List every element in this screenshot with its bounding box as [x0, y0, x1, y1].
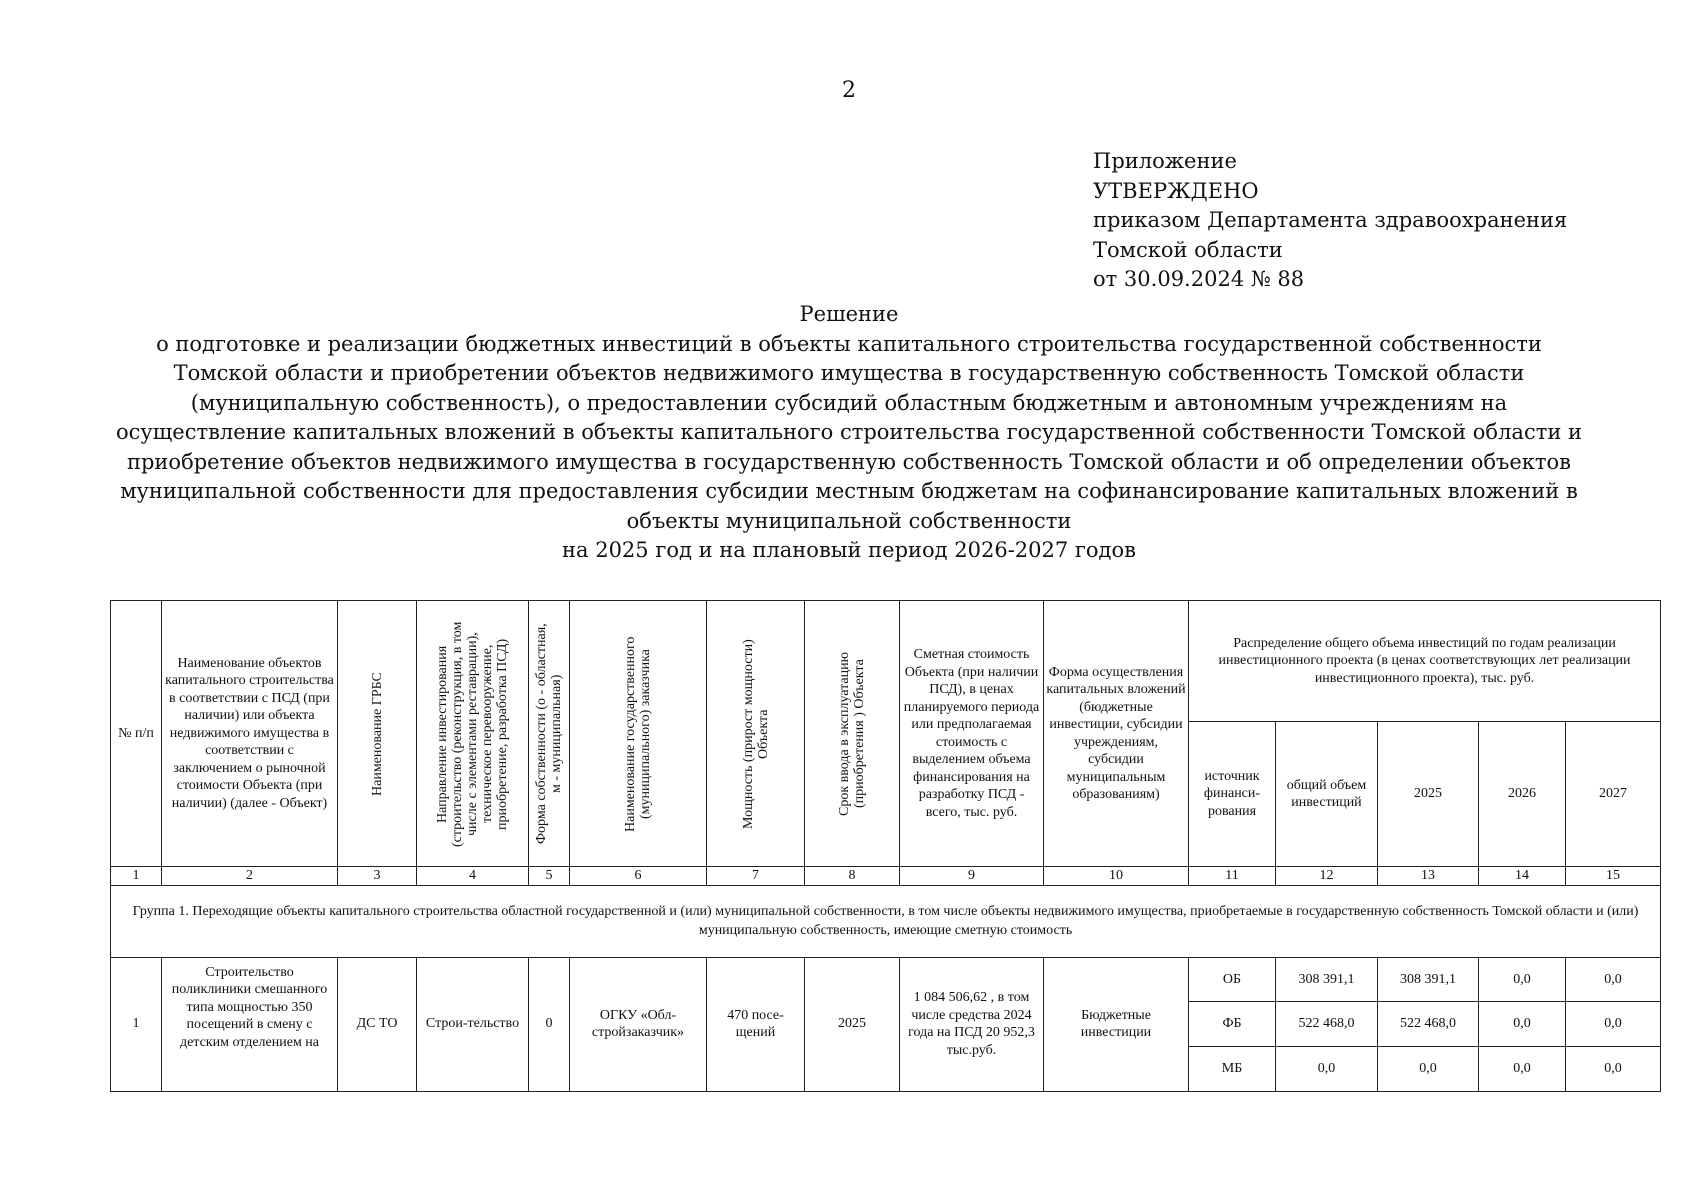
investment-table — [110, 600, 1661, 1092]
header-direction: Направление инвестирования (строительство (реконструкция, в том числе с элементами реставрации), техническое перевооружение, приобретение, разработка ПСД) — [417, 601, 529, 867]
heading-line: о подготовке и реализации бюджетных инвестиций в объекты капитального строительства государственной собственности — [156, 331, 1542, 356]
column-number: 5 — [529, 867, 570, 886]
source-cell: МБ — [1189, 1046, 1276, 1091]
column-number: 14 — [1479, 867, 1566, 886]
header-object-name: Наименование объектов капитального строительства в соответствии с ПСД (при наличии) или объекта недвижимого имущества в соответствии с заключением о рыночной стоимости Объекта (при наличии) (далее - Объект) — [162, 601, 338, 867]
column-number: 9 — [900, 867, 1044, 886]
direction-cell: Строи-тельство — [417, 957, 529, 1091]
column-numbers-row — [111, 867, 1661, 886]
approval-line: УТВЕРЖДЕНО — [1093, 178, 1259, 203]
header-distribution: Распределение общего объема инвестиций по годам реализации инвестиционного проекта (в ценах соответствующих лет реализации инвестиционного проекта), тыс. руб. — [1189, 601, 1661, 722]
year-2026-cell: 0,0 — [1479, 1046, 1566, 1091]
year-2027-cell: 0,0 — [1566, 957, 1661, 1002]
year-2026-cell: 0,0 — [1479, 1002, 1566, 1047]
header-grbs: Наименование ГРБС — [338, 601, 417, 867]
approval-line: Приложение — [1093, 149, 1237, 173]
column-number: 7 — [707, 867, 805, 886]
header-investment-form: Форма осуществления капитальных вложений (бюджетные инвестиции, субсидии учреждениям, субсидии муниципальным образованиям) — [1044, 601, 1189, 867]
approval-line: приказом Департамента здравоохранения — [1093, 208, 1568, 232]
column-number: 12 — [1276, 867, 1378, 886]
total-cell: 0,0 — [1276, 1046, 1378, 1091]
header-number: № п/п — [111, 601, 162, 867]
heading-line: приобретение объектов недвижимого имущества в государственную собственность Томской области и об определении объектов — [126, 449, 1571, 474]
header-source: источник финанси-рования — [1189, 722, 1276, 867]
column-number: 8 — [805, 867, 900, 886]
column-number: 11 — [1189, 867, 1276, 886]
total-cell: 522 468,0 — [1276, 1002, 1378, 1047]
year-2025-cell: 522 468,0 — [1378, 1002, 1479, 1047]
year-2025-cell: 308 391,1 — [1378, 957, 1479, 1002]
header-ownership: Форма собственности (о - областная, м - муниципальная) — [529, 601, 570, 867]
header-year-2027: 2027 — [1566, 722, 1661, 867]
heading-line: Томской области и приобретении объектов недвижимого имущества в государственную собственность Томской области — [173, 361, 1525, 385]
header-customer: Наименование государственного (муниципального) заказчика — [570, 601, 707, 867]
column-number: 15 — [1566, 867, 1661, 886]
header-total: общий объем инвестиций — [1276, 722, 1378, 867]
column-number: 13 — [1378, 867, 1479, 886]
source-cell: ОБ — [1189, 957, 1276, 1002]
heading-line: (муниципальную собственность), о предоставлении субсидий областным бюджетным и автономным учреждениям на — [190, 390, 1508, 415]
source-cell: ФБ — [1189, 1002, 1276, 1047]
row-number: 1 — [111, 957, 162, 1091]
year-2027-cell: 0,0 — [1566, 1002, 1661, 1047]
header-term: Срок ввода в эксплуатацию (приобретения ) Объекта — [805, 601, 900, 867]
object-name: Строительство поликлиники смешанного типа мощностью 350 посещений в смену с детским отделением на — [162, 957, 338, 1091]
page-number: 2 — [842, 78, 856, 103]
table-row — [111, 957, 1661, 1002]
approval-block — [1093, 147, 1567, 295]
cost-cell: 1 084 506,62 , в том числе средства 2024 года на ПСД 20 952,3 тыс.руб. — [900, 957, 1044, 1091]
column-number: 6 — [570, 867, 707, 886]
form-cell: Бюджетные инвестиции — [1044, 957, 1189, 1091]
header-estimated-cost: Сметная стоимость Объекта (при наличии ПСД), в ценах планируемого периода или предполагаемая стоимость с выделением объема финансирования на разработку ПСД - всего, тыс. руб. — [900, 601, 1044, 867]
term-cell: 2025 — [805, 957, 900, 1091]
year-2025-cell: 0,0 — [1378, 1046, 1479, 1091]
year-2026-cell: 0,0 — [1479, 957, 1566, 1002]
year-2027-cell: 0,0 — [1566, 1046, 1661, 1091]
document-heading — [100, 300, 1598, 566]
column-number: 1 — [111, 867, 162, 886]
total-cell: 308 391,1 — [1276, 957, 1378, 1002]
ownership-cell: 0 — [529, 957, 570, 1091]
header-capacity: Мощность (прирост мощности) Объекта — [707, 601, 805, 867]
customer-cell: ОГКУ «Обл-стройзаказчик» — [570, 957, 707, 1091]
heading-period: на 2025 год и на плановый период 2026-2027 годов — [562, 538, 1136, 562]
column-number: 10 — [1044, 867, 1189, 886]
document-title: Решение — [799, 302, 899, 326]
approval-line: от 30.09.2024 № 88 — [1093, 267, 1305, 291]
approval-line: Томской области — [1093, 237, 1283, 262]
heading-line: объекты муниципальной собственности — [626, 508, 1072, 533]
capacity-cell: 470 посе-щений — [707, 957, 805, 1091]
column-number: 3 — [338, 867, 417, 886]
column-number: 4 — [417, 867, 529, 886]
heading-line: осуществление капитальных вложений в объекты капитального строительства государственной собственности Томской области и — [115, 420, 1582, 444]
group-row: Группа 1. Переходящие объекты капитального строительства областной государственной и (или) муниципальной собственности, в том числе объекты недвижимого имущества, приобретаемые в государственную собственность Томской области и (или) муниципальную собственность, имеющие сметную стоимость — [111, 885, 1661, 957]
grbs-cell: ДС ТО — [338, 957, 417, 1091]
header-year-2026: 2026 — [1479, 722, 1566, 867]
header-year-2025: 2025 — [1378, 722, 1479, 867]
column-number: 2 — [162, 867, 338, 886]
heading-line: муниципальной собственности для предоставления субсидии местным бюджетам на софинансирование капитальных вложений в — [120, 479, 1578, 503]
